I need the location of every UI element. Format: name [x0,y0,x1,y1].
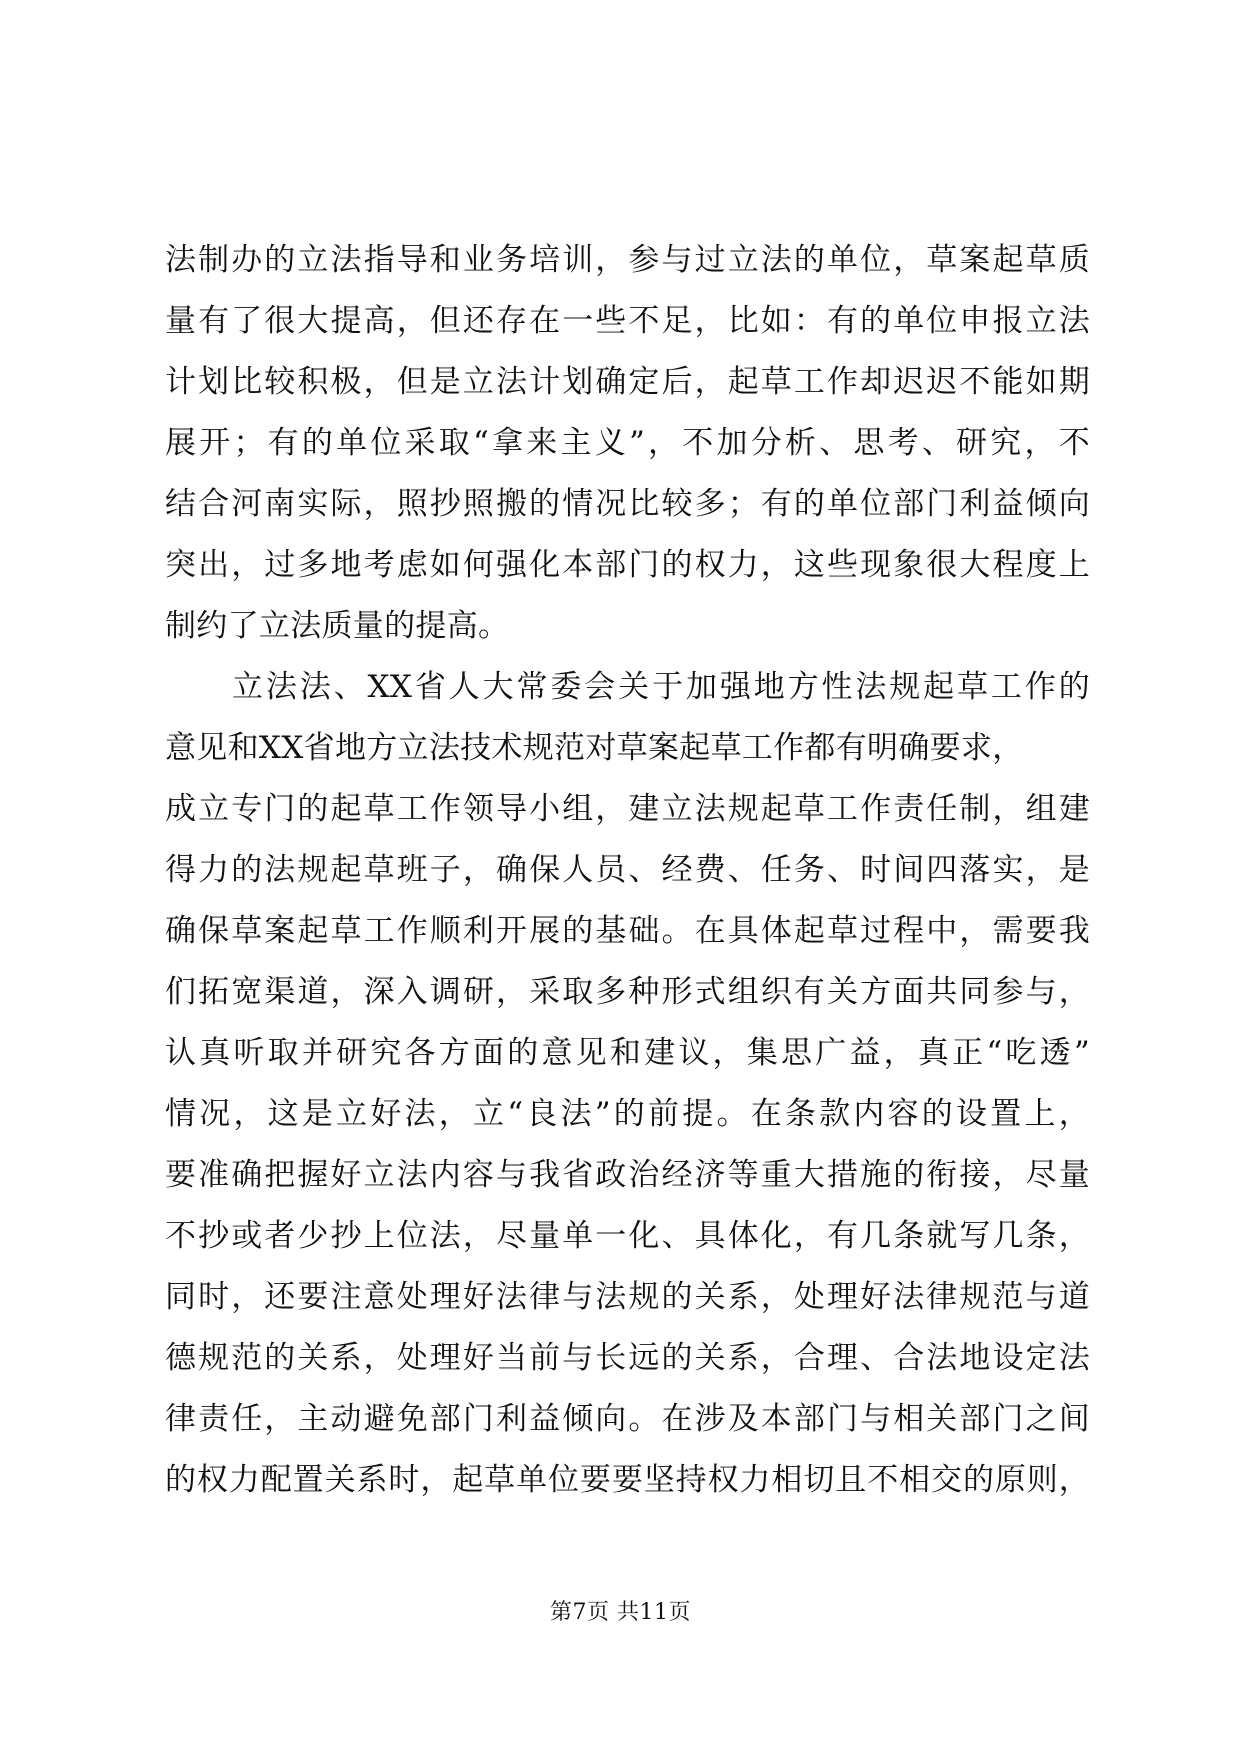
paragraph-line: 认真听取并研究各方面的意见和建议，集思广益，真正“吃透” [165,1035,1090,1071]
paragraph-line: 德规范的关系，处理好当前与长远的关系，合理、合法地设定法 [165,1340,1090,1376]
paragraph-line: 结合河南实际，照抄照搬的情况比较多；有的单位部门利益倾向 [165,486,1090,522]
paragraph-line: 突出，过多地考虑如何强化本部门的权力，这些现象很大程度上 [165,547,1090,583]
paragraph-line: 不抄或者少抄上位法，尽量单一化、具体化，有几条就写几条， [165,1218,1090,1254]
paragraph-line: 计划比较积极，但是立法计划确定后，起草工作却迟迟不能如期 [165,364,1090,400]
page-footer [0,1598,1241,1628]
paragraph-first-line: 立法法、XX省人大常委会关于加强地方性法规起草工作的 [232,669,1090,705]
paragraph-line: 的权力配置关系时，起草单位要要坚持权力相切且不相交的原则， [165,1462,1090,1498]
paragraph-line: 意见和XX省地方立法技术规范对草案起草工作都有明确要求， [165,730,1024,766]
paragraph-line: 要准确把握好立法内容与我省政治经济等重大措施的衔接，尽量 [165,1157,1090,1193]
paragraph-line: 法制办的立法指导和业务培训，参与过立法的单位，草案起草质 [165,242,1090,278]
paragraph-line: 情况，这是立好法，立“良法”的前提。在条款内容的设置上， [165,1096,1090,1132]
page-number: 第7页 共11页 [550,1600,691,1625]
paragraph-line: 量有了很大提高，但还存在一些不足，比如：有的单位申报立法 [165,303,1090,339]
paragraph-line: 成立专门的起草工作领导小组，建立法规起草工作责任制，组建 [165,791,1090,827]
paragraph-line: 律责任，主动避免部门利益倾向。在涉及本部门与相关部门之间 [165,1401,1090,1437]
paragraph-line: 确保草案起草工作顺利开展的基础。在具体起草过程中，需要我 [165,913,1090,949]
paragraph-line: 同时，还要注意处理好法律与法规的关系，处理好法律规范与道 [165,1279,1090,1315]
paragraph-line: 展开；有的单位采取“拿来主义”，不加分析、思考、研究，不 [165,425,1090,461]
paragraph-line: 们拓宽渠道，深入调研，采取多种形式组织有关方面共同参与， [165,974,1090,1010]
paragraph-line: 制约了立法质量的提高。 [165,608,510,644]
paragraph-line: 得力的法规起草班子，确保人员、经费、任务、时间四落实，是 [165,852,1090,888]
